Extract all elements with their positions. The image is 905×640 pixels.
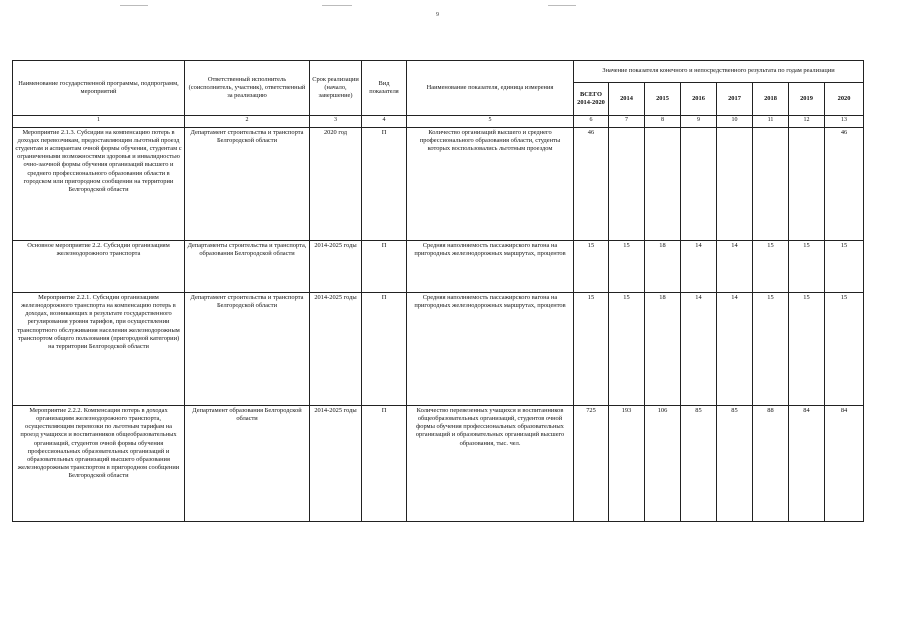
scan-mark-center	[322, 5, 352, 6]
column-number: 1	[13, 116, 185, 127]
column-number: 10	[717, 116, 753, 127]
row-year-value: 15	[753, 292, 789, 405]
row-year-value: 15	[753, 240, 789, 292]
column-number: 4	[362, 116, 407, 127]
column-number: 3	[310, 116, 362, 127]
row-name: Мероприятие 2.2.2. Компенсация потерь в доходах организациям железнодорожного транспорта, осуществляющим перевозки по льготным тарифам на проезд учащихся и воспитанников общеобразовательных организаций, студентов очной формы обучения профессиональных образовательных организаций и образовательных организаций высшего образования железнодорожным транспортом в пригородном сообщении Белгородской области	[13, 405, 185, 521]
column-number: 2	[185, 116, 310, 127]
row-year-value	[753, 127, 789, 240]
row-year-value: 84	[825, 405, 864, 521]
row-year-value	[645, 127, 681, 240]
column-number: 5	[407, 116, 574, 127]
row-year-value: 18	[645, 240, 681, 292]
header-year: 2015	[645, 82, 681, 115]
row-year-value: 14	[681, 240, 717, 292]
row-year-value	[717, 127, 753, 240]
row-total: 725	[574, 405, 609, 521]
header-type: Вид показателя	[362, 61, 407, 116]
row-year-value	[789, 127, 825, 240]
column-number: 8	[645, 116, 681, 127]
row-year-value: 14	[717, 292, 753, 405]
scan-mark-right	[548, 5, 576, 6]
header-indicator: Наименование показателя, единица измерения	[407, 61, 574, 116]
row-total: 15	[574, 292, 609, 405]
row-year-value: 193	[609, 405, 645, 521]
row-indicator: Количество организаций высшего и среднего профессионального образования области, студенты которых воспользовались льготным проездом	[407, 127, 574, 240]
scan-mark-left	[120, 5, 148, 6]
column-number: 12	[789, 116, 825, 127]
row-term: 2014-2025 годы	[310, 240, 362, 292]
header-values-group: Значение показателя конечного и непосредственного результата по годам реализации	[574, 61, 864, 83]
row-indicator: Количество перевезенных учащихся и воспитанников общеобразовательных организаций, студентов очной формы обучения профессиональных образовательных организаций и образовательных организаций высшего образования, тыс. чел.	[407, 405, 574, 521]
header-year: 2018	[753, 82, 789, 115]
row-type: П	[362, 240, 407, 292]
row-type: П	[362, 405, 407, 521]
table-row	[13, 405, 864, 521]
column-number: 7	[609, 116, 645, 127]
row-year-value: 15	[789, 292, 825, 405]
row-year-value	[681, 127, 717, 240]
row-year-value: 84	[789, 405, 825, 521]
row-total: 15	[574, 240, 609, 292]
header-year: 2017	[717, 82, 753, 115]
row-year-value: 15	[825, 240, 864, 292]
row-year-value: 15	[825, 292, 864, 405]
row-executor: Департамент строительства и транспорта Белгородской области	[185, 127, 310, 240]
column-number-row	[13, 116, 864, 127]
column-number: 6	[574, 116, 609, 127]
row-type: П	[362, 127, 407, 240]
row-year-value: 46	[825, 127, 864, 240]
row-year-value: 88	[753, 405, 789, 521]
row-executor: Департаменты строительства и транспорта, образования Белгородской области	[185, 240, 310, 292]
program-table	[12, 60, 864, 522]
row-year-value: 106	[645, 405, 681, 521]
table-row	[13, 240, 864, 292]
row-term: 2020 год	[310, 127, 362, 240]
header-year: 2016	[681, 82, 717, 115]
header-year: 2020	[825, 82, 864, 115]
row-indicator: Средняя наполняемость пассажирского вагона на пригородных железнодорожных маршрутах, процентов	[407, 292, 574, 405]
row-name: Мероприятие 2.2.1. Субсидии организациям железнодорожного транспорта на компенсацию потерь в доходах, возникающих в результате государственного регулирования уровня тарифов, при осуществлении транспортного обслуживания населения железнодорожным транспортом общего пользования (пригородной категории) на территории Белгородской области	[13, 292, 185, 405]
header-term: Срок реализации (начало, завершение)	[310, 61, 362, 116]
row-term: 2014-2025 годы	[310, 292, 362, 405]
row-year-value: 15	[609, 240, 645, 292]
header-year: 2014	[609, 82, 645, 115]
header-total: ВСЕГО 2014-2020	[574, 82, 609, 115]
row-year-value: 18	[645, 292, 681, 405]
row-total: 46	[574, 127, 609, 240]
header-row-top	[13, 61, 864, 83]
row-type: П	[362, 292, 407, 405]
row-year-value: 85	[717, 405, 753, 521]
row-year-value	[609, 127, 645, 240]
row-year-value: 14	[717, 240, 753, 292]
row-year-value: 15	[789, 240, 825, 292]
page-number: 9	[436, 12, 439, 18]
column-number: 13	[825, 116, 864, 127]
header-name: Наименование государственной программы, подпрограмм, мероприятий	[13, 61, 185, 116]
row-year-value: 85	[681, 405, 717, 521]
row-year-value: 15	[609, 292, 645, 405]
row-indicator: Средняя наполняемость пассажирского вагона на пригородных железнодорожных маршрутах, процентов	[407, 240, 574, 292]
row-executor: Департамент строительства и транспорта Белгородской области	[185, 292, 310, 405]
column-number: 11	[753, 116, 789, 127]
row-year-value: 14	[681, 292, 717, 405]
table-row	[13, 127, 864, 240]
row-term: 2014-2025 годы	[310, 405, 362, 521]
row-executor: Департамент образования Белгородской области	[185, 405, 310, 521]
header-executor: Ответственный исполнитель (соисполнитель, участник), ответственный за реализацию	[185, 61, 310, 116]
row-name: Основное мероприятие 2.2. Субсидии организациям железнодорожного транспорта	[13, 240, 185, 292]
header-year: 2019	[789, 82, 825, 115]
row-name: Мероприятие 2.1.3. Субсидии на компенсацию потерь в доходах перевозчикам, предоставляющим льготный проезд студентам и аспирантам очной формы обучения, студентам с ограниченными возможностями здоровья и инвалидностью очно-заочной формы обучения организаций высшего и среднего профессионального образования области в городском или пригородном сообщении на территории Белгородской области	[13, 127, 185, 240]
column-number: 9	[681, 116, 717, 127]
table-row	[13, 292, 864, 405]
